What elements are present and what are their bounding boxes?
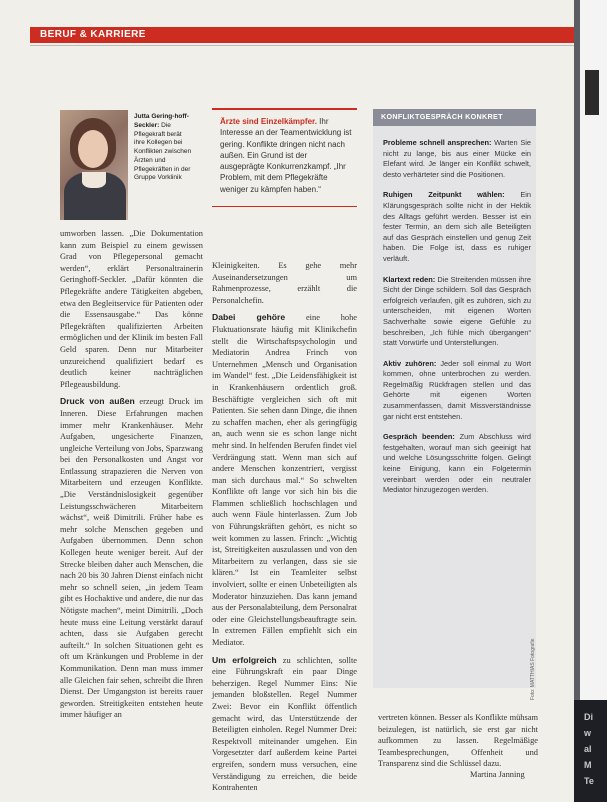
paragraph: umworben lassen. „Die Dokumentation kann zum Beispiel zu einem gewissen Grad von Pflegepersonal gemacht werden“, erklärt Personaltrainerin Geringhoff-Seckler. „Dafür könnten die Pflegekräfte andere Tätigkeiten abgeben, etwa den Begleitservice für Patienten oder die Essensausgabe.“ Das könne Pflegekräften qualifizierten Arbeiten ermöglichen und der Klinik im besten Fall Geld sparen. Denn nur Mitarbeiter unzureichend qualifiziert bedarf es deutlich keiner nachträglichen Pflegeausbildung. bbox=[60, 229, 203, 389]
paragraph-text: zu schlichten, sollte eine Führungskraft ein paar Dinge beherzigen. Regel Nummer Eins: Nie jemanden bloßstellen. Regel Nummer Zwei: Bevor ein Konflikt öffentlich gemacht wird, das Unterstützende der Beteiligten einholen. Regel Nummer Drei: Respektvoll miteinander umgehen. Ein Vorgesetzter darf außerdem keine Partei ergreifen, sondern muss versuchen, eine Verständigung zu erreichen, die beide Kontrahenten bbox=[212, 655, 357, 793]
edge-text: Di bbox=[584, 712, 593, 722]
paragraph: Kleinigkeiten. Es gehe mehr Auseinandersetzungen um Rahmenprozesse, erzählt die Personalchefin. bbox=[212, 261, 357, 305]
caption-name: Jutta Gering-hoff-Seckler: bbox=[134, 113, 189, 129]
pull-quote-box bbox=[212, 108, 357, 207]
photo-credit: Foto: MATTHIAS Fotografie bbox=[530, 638, 536, 700]
article-column-2 bbox=[212, 260, 357, 800]
next-page-initial bbox=[585, 70, 599, 115]
info-item-lead: Probleme schnell ansprechen: bbox=[383, 138, 492, 147]
author-signature: Martina Janning bbox=[470, 770, 525, 779]
info-item-lead: Klartext reden: bbox=[383, 274, 436, 284]
info-item bbox=[383, 138, 531, 180]
info-item-text: Jeder soll einmal zu Wort kommen, ohne unterbrochen zu werden. Regelmäßig Rückfragen stellen und das Gehörte mit eigenen Worten zusammenfassen, damit Missverständnisse gar nicht erst entstehen. bbox=[383, 358, 532, 421]
info-item-text: Ein Klärungsgespräch sollte nicht in der Hektik des Alltags geführt werden. Besser ist ein fester Termin, an dem sich alle Beteiligten auf das Gespräch einstellen und genug Zeit haben. Die Folge ist, dass es ruhiger verläuft. bbox=[383, 190, 531, 263]
edge-text: M bbox=[584, 760, 592, 770]
next-page-edge bbox=[574, 0, 607, 802]
paragraph-lead: Dabei gehöre bbox=[212, 312, 286, 323]
edge-text: al bbox=[584, 744, 592, 754]
info-item bbox=[383, 359, 531, 423]
portrait-face bbox=[78, 130, 108, 168]
section-title: BERUF & KARRIERE bbox=[40, 29, 146, 40]
paragraph-lead: Druck von außen bbox=[60, 396, 135, 407]
edge-text: w bbox=[584, 728, 592, 738]
paragraph-lead: Um erfolgreich bbox=[212, 654, 277, 665]
header-rule bbox=[30, 45, 574, 46]
edge-text: Te bbox=[584, 776, 594, 786]
article-column-3 bbox=[378, 712, 538, 776]
pull-quote-lead: Ärzte sind Einzelkämpfer. bbox=[220, 117, 317, 126]
portrait-collar bbox=[82, 172, 106, 188]
paragraph-text: eine hohe Fluktuationsrate häufig mit Klinikchefin stellt die Wirtschaftspsychologin und Mediatorin Andrea Frinch von Unternehmen „Mensch und Organisation im Wandel“ fest. „Die Leidensfähigkeit ist in Krankenhäusern ordentlich groß. Beschäftigte vergleichen sich oft mit Patienten. Sie sehen dann Dinge, die ihnen zu schaffen machen, eher als geringfügig an, auch wenn sie es schon lange nicht mehr sind. In helfenden Berufen findet viel Verdrängung statt. Wenn man sich auf andere Menschen konzentriert, vergisst man sich durchaus mal.“ So schwelten Konflikte oft lange vor sich hin bis die Flammen schließlich hochschlagen und auch wenn Fäule hinterlassen. Zum Job von Führungskräften gehört, es nicht so weit kommen zu lassen. Frinch: „Wichtig ist, Streitigkeiten auszulassen und von den Mitarbeitern zu verlangen, dass sie sie klären.“ Ist ein Teamleiter selbst involviert, sollte er einen Unbeteiligten als Moderator hinzuziehen. Das kann jemand aus der Personalabteilung, dem Personalrat oder eine Gleichstellungsbeauftragte sein. In extremen Fällen empfiehlt sich ein Mediator. bbox=[212, 313, 357, 647]
caption-text: Die Pflegekraft berät ihre Kollegen bei Konflikten zwischen Ärzten und Pflegekräften in der Gruppe Vorklinik bbox=[134, 121, 192, 182]
paragraph: vertreten können. Besser als Konflikte mühsam beizulegen, ist natürlich, sie erst gar nicht aufkommen zu lassen. Regelmäßige Teambesprechungen, Offenheit und Transparenz sind die Schlüssel dazu. bbox=[378, 713, 538, 769]
paragraph-text: erzeugt Druck im Inneren. Diese Erfahrungen machen immer mehr Krankenhäuser. Mehr Aufgaben, ungesicherte Finanzen, ungleiche Verteilung von Jobs, Sparzwang bei den Personalkosten und Angst vor Entlassung strapazieren die Nerven von Mitarbeitern und erzeugen Konflikte. „Die Verständnislosigkeit gegenüber Leistungsschwächeren Mitarbeitern wächst“, weiß Dimitrili. Früher habe es mehr solche Menschen gegeben und Aufgaben übernommen. Denn schon Kollegen heute weniger bereit. Auf der Strecke bleiben daher auch Menschen, die nach 20 bis 30 Jahren Dienst einfach nicht mehr so schnell seien, „in jedem Team gibt es Hochaktive und andere, die nur das Nötigste machen“, meint Dimitrili. „Doch heute muss eine Leitung verstärkt darauf achten, dass sie Aufgaben gerecht aufteilt.“ In solchen Situationen geht es oft um Kränkungen und Probleme in der Kommunikation. Denn man muss immer alle Gleichen fair sehen, schreibt die Ihren Dienst. Der Umgangston ist bereits rauer geworden. Streitigkeiten entstehen heute immer häufiger an bbox=[60, 397, 203, 720]
paragraph bbox=[212, 312, 357, 648]
portrait-photo bbox=[60, 110, 128, 220]
info-box-body bbox=[383, 138, 531, 506]
info-item-lead: Aktiv zuhören: bbox=[383, 358, 437, 368]
info-item-text: Zum Abschluss wird festgehalten, worauf man sich geeinigt hat und welche Lösungsschritte folgen. Gelingt keine Einigung, kann ein Folgetermin vereinbart werden oder ein neutraler Mediator hinzugezogen werden. bbox=[383, 432, 531, 495]
pull-quote-text: Ihr Interesse an der Teamentwicklung ist gering. Konflikte dringen nicht nach außen. Ein Grund ist der ausgeprägte Konkurrenzkampf. „Ihr Problem, mit dem Pflegekräfte weniger zu kämpfen haben.“ bbox=[220, 117, 352, 194]
info-item bbox=[383, 432, 531, 496]
info-item-lead: Gespräch beenden: bbox=[383, 432, 455, 442]
info-item-text: Die Streitenden müssen ihre Sicht der Dinge schildern. Soll das Gespräch erfolgreich verlaufen, gilt es zuhören, sich zu unterscheiden, mit eigenen Worten Sachverhalte sowie eigene Gefühle zu beschreiben, „Ich fühle mich übergangen“ statt Vorwürfe und Unterstellungen. bbox=[383, 274, 531, 348]
info-item bbox=[383, 275, 531, 349]
info-item bbox=[383, 190, 531, 264]
info-item-lead: Ruhigen Zeitpunkt wählen: bbox=[383, 190, 505, 200]
info-item-text: Warten Sie nicht zu lange, bis aus einer Mücke ein Elefant wird. Je länger ein Konflikt schwelt, desto verhärteter sind die Positionen. bbox=[383, 138, 531, 179]
photo-caption bbox=[134, 113, 194, 183]
paragraph bbox=[212, 655, 357, 794]
paragraph bbox=[60, 396, 203, 721]
article-column-1 bbox=[60, 228, 203, 727]
info-box-title: KONFLIKTGESPRÄCH KONKRET bbox=[381, 112, 503, 121]
